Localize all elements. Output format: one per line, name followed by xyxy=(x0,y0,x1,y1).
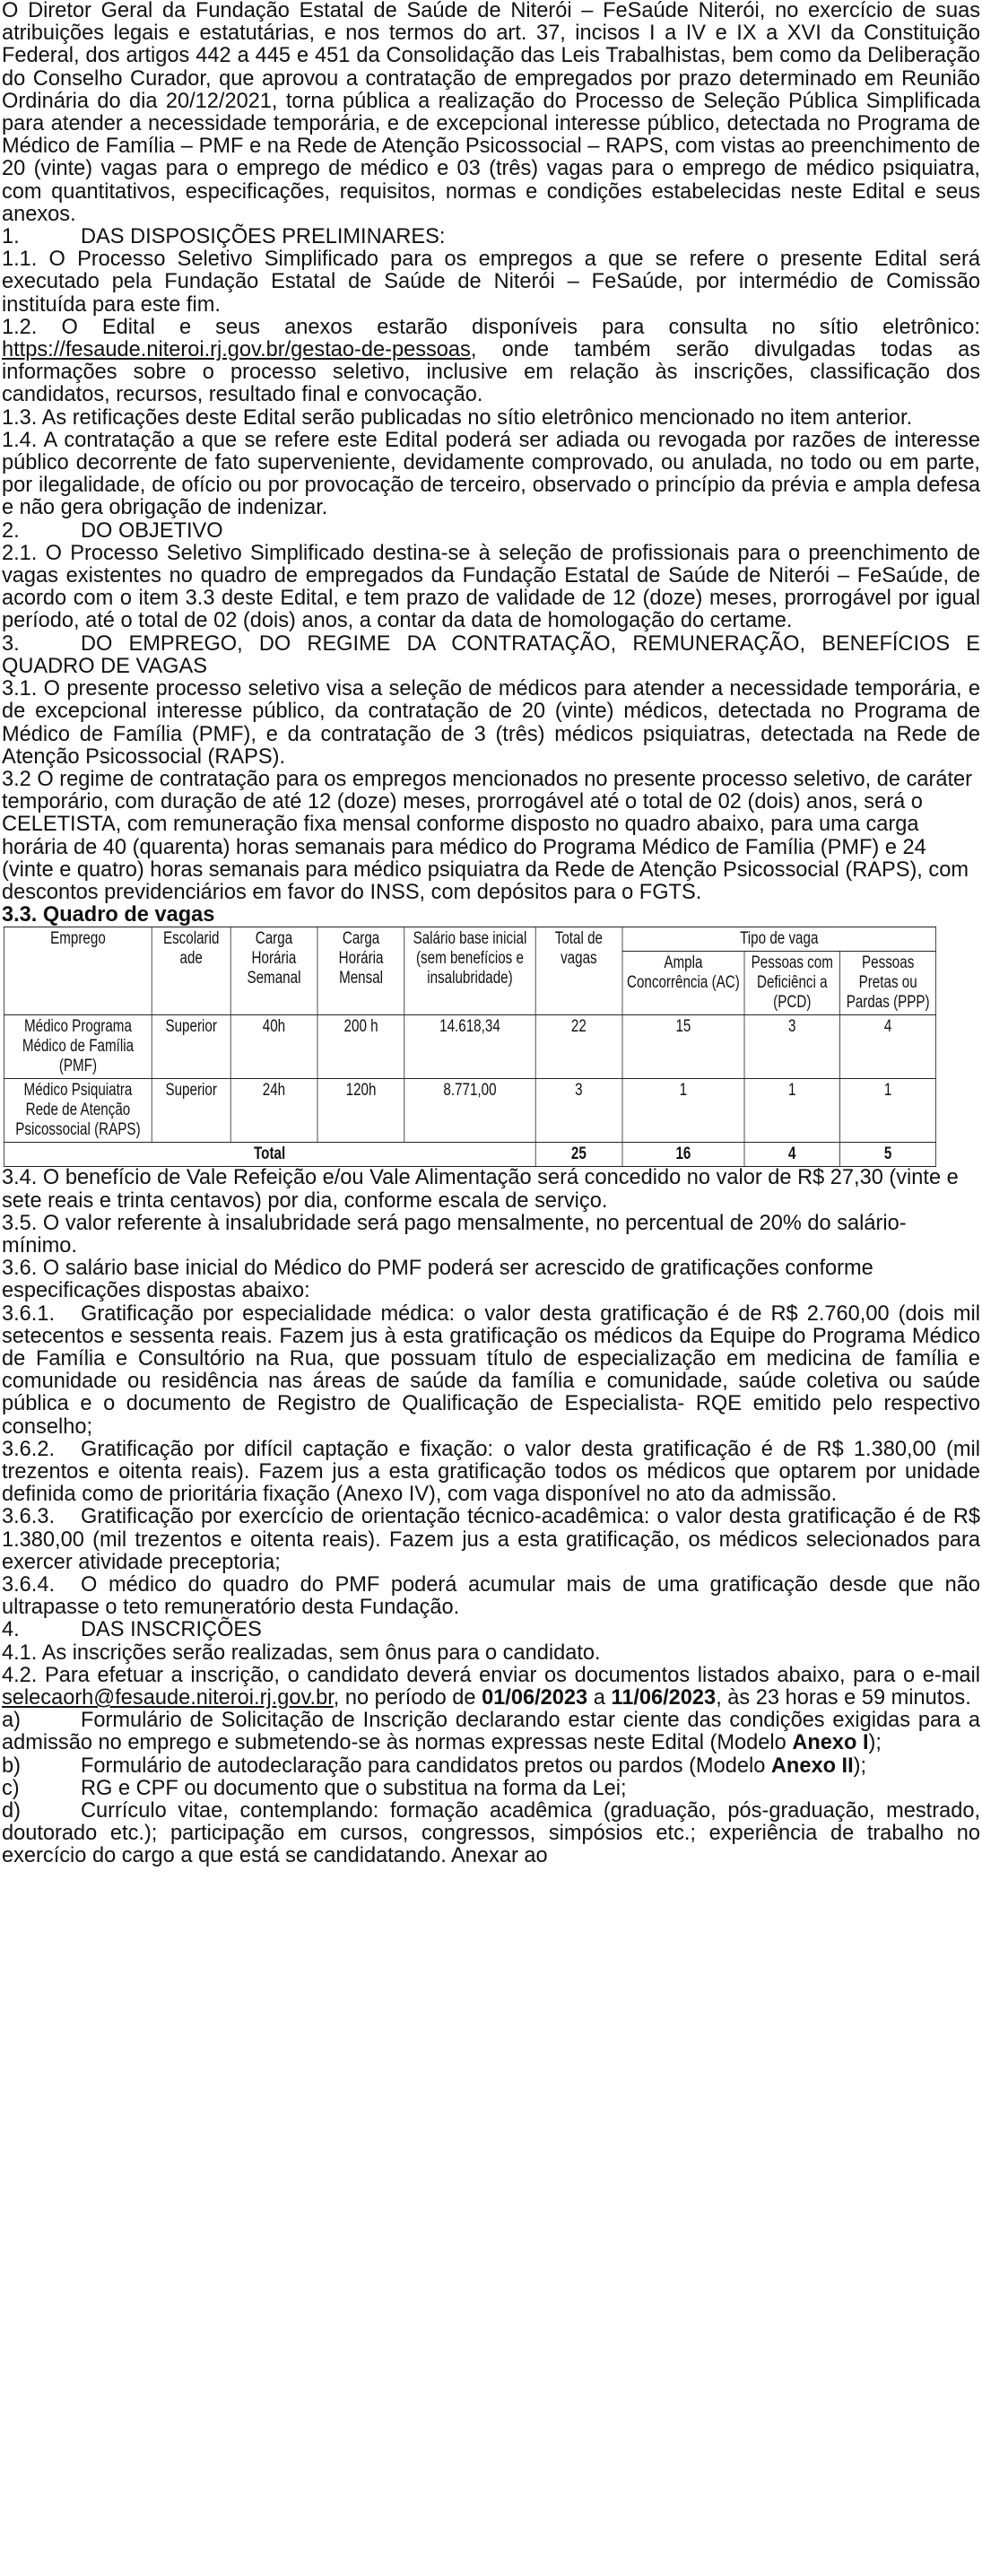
cell-total: 22 xyxy=(535,1015,622,1079)
cell-salario: 8.771,00 xyxy=(404,1079,535,1143)
cell-ppp: 4 xyxy=(840,1015,936,1079)
item-text: Gratificação por especialidade médica: o valor desta gratificação é de R$ 2.760,00 (dois mil setecentos e sessenta reais. Fazem jus à esta gratificação os médicos da Equipe do Programa Médico de Família e Consultório na Rua, que possuam título de especialização em medicina de família e comunidade ou residência nas áreas de saúde da família e comunidade, saúde coletiva ou saúde pública e o documento de Registro de Qualificação de Especialista- RQE emitido pelo respectivo conselho; xyxy=(2,1301,980,1439)
item-end: ); xyxy=(868,1731,882,1755)
item-3-4: 3.4. O benefício de Vale Refeição e/ou Vale Alimentação será concedido no valor de R$ 27,30 (vinte e sete reais e trinta centavos) por dia, conforme escala de serviço. xyxy=(2,1166,959,1213)
section-title: DAS INSCRIÇÕES xyxy=(81,1618,262,1642)
item-2-1: 2.1. O Processo Seletivo Simplificado destina-se à seleção de profissionais para o preenchimento de vagas existentes no quadro de empregados da Fundação Estatal de Saúde de Niterói – FeSaúde, de acordo com o item 3.3 deste Edital, e tem prazo de validade de 12 (doze) meses, prorrogável por igual período, até o total de 02 (dois) anos, a contar da data de homologação do certame. xyxy=(2,541,980,633)
item-3-6-2 xyxy=(2,1439,980,1507)
item-text: Gratificação por exercício de orientação técnico-acadêmica: o valor desta gratificação é de R$ 1.380,00 (mil trezentos e oitenta reais). Fazem jus a esta gratificação, os médicos selecionados para exercer atividade preceptoria; xyxy=(2,1505,980,1574)
section-title: DO EMPREGO, DO REGIME DA CONTRATAÇÃO, REMUNERAÇÃO, BENEFÍCIOS E QUADRO DE VAGAS xyxy=(2,631,980,678)
header-total-vagas: Total de vagas xyxy=(535,927,622,1015)
item-letter: d) xyxy=(2,1799,21,1823)
item-letter: c) xyxy=(2,1776,20,1800)
section-4-heading xyxy=(2,1619,980,1641)
item-bold: Anexo I xyxy=(792,1731,869,1755)
header-escolaridade: Escolarid ade xyxy=(152,927,230,1015)
item-4-2 xyxy=(2,1665,980,1710)
cell-total-ac: 16 xyxy=(622,1143,744,1167)
item-3-1: 3.1. O presente processo seletivo visa a seleção de médicos para atender a necessidade temporária, e de excepcional interesse público, da contratação de 20 (vinte) médicos, detectada no Programa de Médico de Família (PMF), e da contratação de 3 (três) médicos psiquiatras, detectada na Rede de Atenção Psicossocial (RAPS). xyxy=(2,677,980,769)
item-text: RG e CPF ou documento que o substitua na forma da Lei; xyxy=(81,1776,627,1800)
table-total-row xyxy=(4,1143,935,1167)
cell-total-label: Total xyxy=(4,1143,534,1167)
header-ac: Ampla Concorrência (AC) xyxy=(622,952,744,1015)
section-number: 3. xyxy=(2,631,20,656)
item-text: Gratificação por difícil captação e fixação: o valor desta gratificação é de R$ 1.380,00 (mil trezentos e oitenta reais). Fazem jus a esta gratificação todos os médicos que optarem por unidade definida como de prioritária fixação (Anexo IV), com vaga disponível no ato da admissão. xyxy=(2,1437,980,1507)
section-title: DAS DISPOSIÇÕES PRELIMINARES: xyxy=(81,225,446,249)
cell-emprego: Médico Programa Médico de Família (PMF) xyxy=(4,1015,152,1079)
item-letter: a) xyxy=(2,1709,21,1733)
cell-carga-semanal: 24h xyxy=(230,1079,317,1143)
item-1-4: 1.4. A contratação a que se refere este Edital poderá ser adiada ou revogada por razões de interesse público decorrente de fato superveniente, devidamente comprovado, ou anulada, no todo ou em parte, por ilegalidade, de ofício ou por provocação de terceiro, observado o princípio da prévia e ampla defesa e não gera obrigação de indenizar. xyxy=(2,428,980,520)
cell-total-ppp: 5 xyxy=(840,1143,936,1167)
item-1-1: 1.1. O Processo Seletivo Simplificado para os empregos a que se refere o presente Edital será executado pela Fundação Estatal de Saúde de Niterói – FeSaúde, por intermédio de Comissão instituída para este fim. xyxy=(2,248,980,317)
section-2-heading xyxy=(2,520,980,543)
section-number: 1. xyxy=(2,225,20,249)
header-pcd: Pessoas com Deficiênci a (PCD) xyxy=(744,952,840,1015)
item-letter: b) xyxy=(2,1754,21,1778)
item-4-2-text-a: 4.2. Para efetuar a inscrição, o candidato deverá enviar os documentos listados abaixo, para o e-mail xyxy=(2,1663,980,1687)
section-3-heading xyxy=(2,633,980,678)
table-row xyxy=(4,1079,935,1143)
item-b xyxy=(2,1755,980,1778)
item-1-2 xyxy=(2,317,980,407)
item-3-6-4 xyxy=(2,1574,980,1619)
header-carga-semanal: Carga Horária Semanal xyxy=(230,927,317,1015)
table-row xyxy=(4,1015,935,1079)
item-1-3: 1.3. As retificações deste Edital serão publicadas no sítio eletrônico mencionado no item anterior. xyxy=(2,405,913,430)
section-number: 4. xyxy=(2,1618,20,1642)
cell-total-vagas: 25 xyxy=(535,1143,622,1167)
cell-ac: 15 xyxy=(622,1015,744,1079)
header-carga-mensal: Carga Horária Mensal xyxy=(317,927,404,1015)
vagas-table xyxy=(4,927,936,1167)
website-link[interactable]: https://fesaude.niteroi.rj.gov.br/gestao-de-pessoas xyxy=(2,338,471,362)
cell-escolaridade: Superior xyxy=(152,1015,230,1079)
start-date: 01/06/2023 xyxy=(482,1686,588,1710)
item-number: 3.6.3. xyxy=(2,1505,56,1529)
header-salario: Salário base inicial (sem benefícios e insalubridade) xyxy=(404,927,535,1015)
cell-carga-semanal: 40h xyxy=(230,1015,317,1079)
end-date: 11/06/2023 xyxy=(611,1686,717,1710)
cell-total: 3 xyxy=(535,1079,622,1143)
vagas-table-wrapper xyxy=(4,927,980,1167)
item-d xyxy=(2,1800,980,1868)
cell-ac: 1 xyxy=(622,1079,744,1143)
section-1-heading xyxy=(2,226,980,248)
section-number: 2. xyxy=(2,518,20,543)
cell-carga-mensal: 200 h xyxy=(317,1015,404,1079)
item-bold: Anexo II xyxy=(770,1754,854,1778)
item-4-2-text-d: , às 23 horas e 59 minutos. xyxy=(716,1686,971,1710)
cell-pcd: 1 xyxy=(744,1079,840,1143)
cell-ppp: 1 xyxy=(840,1079,936,1143)
item-text: Formulário de Solicitação de Inscrição declarando estar ciente das condições exigidas para a admissão no emprego e submetendo-se às normas expressas neste Edital (Modelo xyxy=(2,1709,980,1755)
table-header-row xyxy=(4,927,935,952)
item-number: 3.6.2. xyxy=(2,1437,56,1461)
item-text: Formulário de autodeclaração para candidatos pretos ou pardos (Modelo xyxy=(81,1754,771,1778)
item-3-6-1 xyxy=(2,1303,980,1439)
item-4-2-text-c: a xyxy=(587,1686,612,1710)
header-ppp: Pessoas Pretas ou Pardas (PPP) xyxy=(840,952,936,1015)
cell-total-pcd: 4 xyxy=(744,1143,840,1167)
item-number: 3.6.1. xyxy=(2,1301,56,1326)
item-c xyxy=(2,1778,980,1800)
item-text: Currículo vitae, contemplando: formação acadêmica (graduação, pós-graduação, mestrado, doutorado etc.); participação em cursos, congressos, simpósios etc.; experiência de trabalho no exercício do cargo a que está se candidatando. Anexar ao xyxy=(2,1799,980,1868)
item-3-2: 3.2 O regime de contratação para os empregos mencionados no presente processo seletivo, de caráter temporário, com duração de até 12 (doze) meses, prorrogável até o total de 02 (dois) anos, será o CELETISTA, com remuneração fixa mensal conforme disposto no quadro abaixo, para uma carga horária de 40 (quarenta) horas semanais para médico do Programa Médico de Família (PMF) e 24 (vinte e quatro) horas semanais para médico psiquiatra da Rede de Atenção Psicossocial (RAPS), com descontos previdenciários em favor do INSS, com depósitos para o FGTS. xyxy=(2,767,972,904)
item-3-6: 3.6. O salário base inicial do Médico do PMF poderá ser acrescido de gratificações conforme especificações dispostas abaixo: xyxy=(2,1257,873,1303)
cell-salario: 14.618,34 xyxy=(404,1015,535,1079)
item-end: ); xyxy=(853,1754,867,1778)
cell-escolaridade: Superior xyxy=(152,1079,230,1143)
item-3-6-3 xyxy=(2,1506,980,1574)
cell-pcd: 3 xyxy=(744,1015,840,1079)
item-a xyxy=(2,1710,980,1754)
item-3-3-title: 3.3. Quadro de vagas xyxy=(2,903,215,927)
item-3-5: 3.5. O valor referente à insalubridade será pago mensalmente, no percentual de 20% do salário-mínimo. xyxy=(2,1211,907,1258)
email-link[interactable]: selecaorh@fesaude.niteroi.rj.gov.br xyxy=(2,1686,334,1710)
header-emprego: Emprego xyxy=(4,927,152,1015)
cell-carga-mensal: 120h xyxy=(317,1079,404,1143)
item-text: O médico do quadro do PMF poderá acumular mais de uma gratificação desde que não ultrapasse o teto remuneratório desta Fundação. xyxy=(2,1572,980,1620)
cell-emprego: Médico Psiquiatra Rede de Atenção Psicossocial (RAPS) xyxy=(4,1079,152,1143)
item-1-2-text-a: 1.2. O Edital e seus anexos estarão disponíveis para consulta no sítio eletrônico: xyxy=(2,315,980,339)
item-number: 3.6.4. xyxy=(2,1572,56,1597)
item-4-1: 4.1. As inscrições serão realizadas, sem ônus para o candidato. xyxy=(2,1640,601,1665)
item-4-2-text-b: , no período de xyxy=(333,1686,482,1710)
section-title: DO OBJETIVO xyxy=(81,518,223,543)
intro-paragraph: O Diretor Geral da Fundação Estatal de Saúde de Niterói – FeSaúde Niterói, no exercício de suas atribuições legais e estatutárias, e nos termos do art. 37, incisos I a IV e IX a XVI da Constituição Federal, dos artigos 442 a 445 e 451 da Consolidação das Leis Trabalhistas, bem como da Deliberação do Conselho Curador, que aprovou a contratação de empregados por prazo determinado em Reunião Ordinária do dia 20/12/2021, torna pública a realização do Processo de Seleção Pública Simplificada para atender a necessidade temporária, e de excepcional interesse público, detectada no Programa de Médico de Família – PMF e na Rede de Atenção Psicossocial – RAPS, com vistas ao preenchimento de 20 (vinte) vagas para o emprego de médico e 03 (três) vagas para o emprego de médico psiquiatra, com quantitativos, especificações, requisitos, normas e condições estabelecidas neste Edital e seus anexos. xyxy=(2,0,980,226)
item-1-2-text-b: , onde também serão divulgadas todas as informações sobre o processo seletivo, inclusive em relação às inscrições, classificação dos candidatos, recursos, resultado final e convocação. xyxy=(2,338,980,407)
header-tipo-vaga: Tipo de vaga xyxy=(622,927,936,952)
